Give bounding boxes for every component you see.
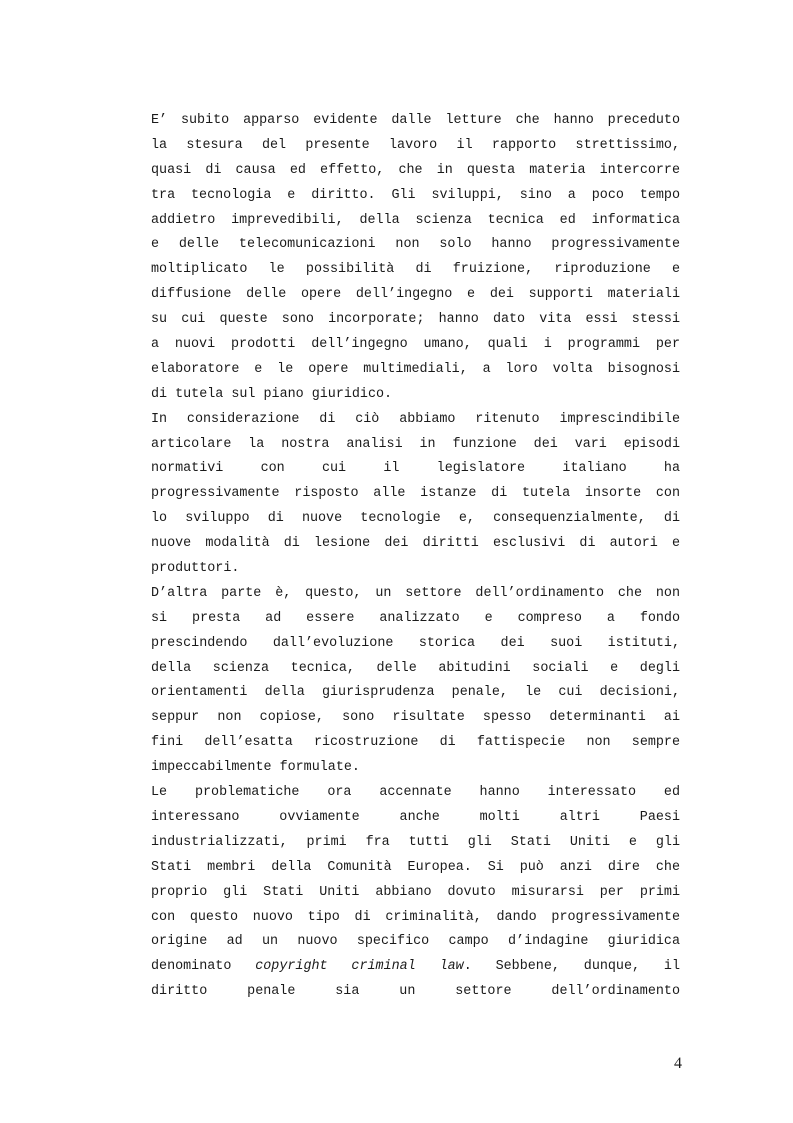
- text-line: della scienza tecnica, delle abitudini sociali e degli: [151, 660, 680, 676]
- text-line: produttori.: [151, 561, 240, 577]
- text-line: a nuovi prodotti dell’ingegno umano, quali i programmi per: [151, 337, 680, 353]
- page-number: 4: [674, 1055, 682, 1072]
- text-line: Le problematiche ora accennate hanno interessato ed: [151, 785, 680, 801]
- text-line: si presta ad essere analizzato e compreso a fondo: [151, 610, 680, 626]
- text-line: lo sviluppo di nuove tecnologie e, consequenzialmente, di: [151, 511, 680, 527]
- text-line: e delle telecomunicazioni non solo hanno progressivamente: [151, 237, 680, 253]
- text-line: prescindendo dall’evoluzione storica dei suoi istituti,: [151, 635, 680, 651]
- text-line: diritto penale sia un settore dell’ordinamento: [151, 984, 680, 1000]
- emphasized-term: copyright criminal law: [255, 959, 464, 975]
- text-segment: . Sebbene, dunque, il: [463, 959, 680, 975]
- text-line: tra tecnologia e diritto. Gli sviluppi, sino a poco tempo: [151, 187, 680, 203]
- text-line: articolare la nostra analisi in funzione dei vari episodi: [151, 436, 680, 452]
- text-line: In considerazione di ciò abbiamo ritenuto imprescindibile: [151, 411, 680, 427]
- text-line: moltiplicato le possibilità di fruizione, riproduzione e: [151, 262, 680, 278]
- text-line: seppur non copiose, sono risultate spesso determinanti ai: [151, 710, 680, 726]
- text-line: di tutela sul piano giuridico.: [151, 386, 393, 402]
- text-line: proprio gli Stati Uniti abbiano dovuto misurarsi per primi: [151, 884, 680, 900]
- text-line: interessano ovviamente anche molti altri Paesi: [151, 809, 680, 825]
- text-line: industrializzati, primi fra tutti gli Stati Uniti e gli: [151, 834, 680, 850]
- text-line: quasi di causa ed effetto, che in questa materia intercorre: [151, 162, 680, 178]
- text-line: [151, 955, 680, 980]
- text-line: con questo nuovo tipo di criminalità, dando progressivamente: [151, 909, 680, 925]
- text-line: diffusione delle opere dell’ingegno e dei supporti materiali: [151, 287, 680, 303]
- text-line: D’altra parte è, questo, un settore dell’ordinamento che non: [151, 585, 680, 601]
- text-line: orientamenti della giurisprudenza penale, le cui decisioni,: [151, 685, 680, 701]
- body-text: [151, 109, 680, 1005]
- text-line: origine ad un nuovo specifico campo d’indagine giuridica: [151, 934, 680, 950]
- text-line: elaboratore e le opere multimediali, a loro volta bisognosi: [151, 361, 680, 377]
- text-line: impeccabilmente formulate.: [151, 760, 360, 776]
- text-line: nuove modalità di lesione dei diritti esclusivi di autori e: [151, 536, 680, 552]
- text-line: fini dell’esatta ricostruzione di fattispecie non sempre: [151, 735, 680, 751]
- text-line: la stesura del presente lavoro il rapporto strettissimo,: [151, 137, 680, 153]
- text-line: E’ subito apparso evidente dalle letture che hanno preceduto: [151, 113, 680, 128]
- text-segment: denominato: [151, 959, 256, 975]
- text-line: addietro imprevedibili, della scienza tecnica ed informatica: [151, 212, 680, 228]
- text-line: progressivamente risposto alle istanze di tutela insorte con: [151, 486, 680, 502]
- text-line: Stati membri della Comunità Europea. Si può anzi dire che: [151, 859, 680, 875]
- text-line: normativi con cui il legislatore italiano ha: [151, 461, 680, 477]
- text-line: su cui queste sono incorporate; hanno dato vita essi stessi: [151, 312, 680, 328]
